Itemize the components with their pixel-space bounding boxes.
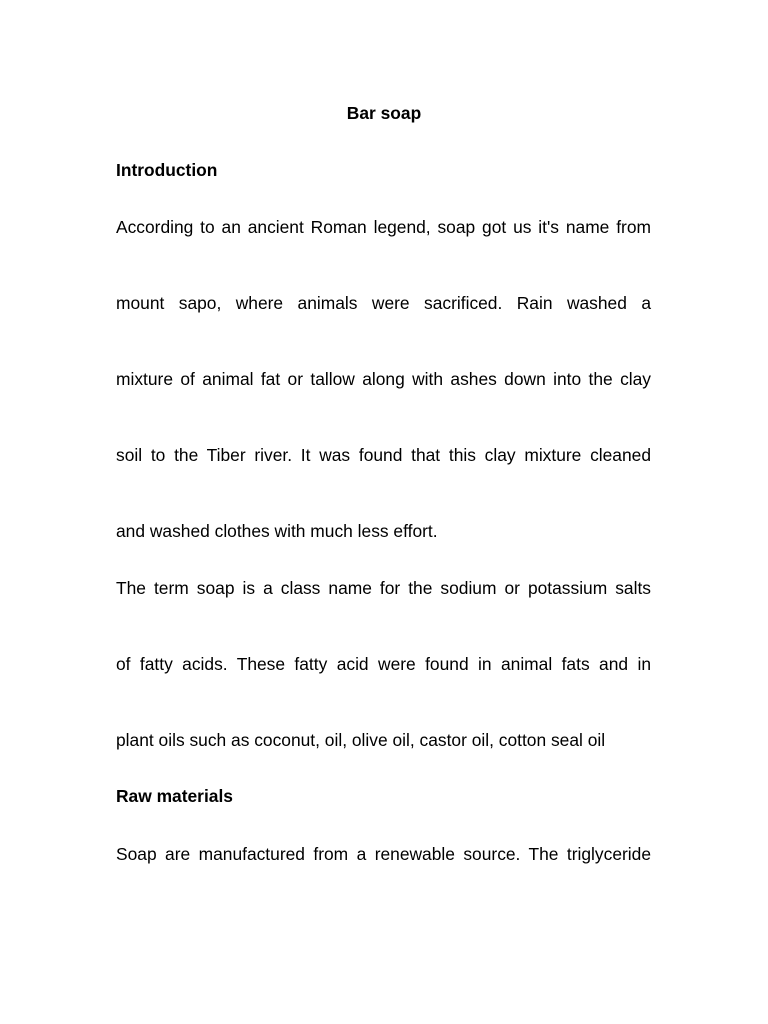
paragraph-line: mount sapo, where animals were sacrificed. Rain washed a — [116, 293, 651, 313]
paragraph-line: plant oils such as coconut, oil, olive oil, castor oil, cotton seal oil — [116, 730, 606, 750]
paragraph-line: soil to the Tiber river. It was found that this clay mixture cleaned — [116, 445, 651, 465]
paragraph-line: and washed clothes with much less effort. — [116, 521, 438, 541]
document-title: Bar soap — [346, 103, 422, 123]
paragraph-line: mixture of animal fat or tallow along with ashes down into the clay — [116, 369, 651, 389]
section-heading-introduction: Introduction — [116, 160, 218, 180]
paragraph-line: of fatty acids. These fatty acid were found in animal fats and in — [116, 654, 651, 674]
paragraph-line: Soap are manufactured from a renewable source. The triglyceride — [116, 844, 651, 864]
section-heading-raw-materials: Raw materials — [116, 786, 233, 806]
paragraph-line: According to an ancient Roman legend, soap got us it's name from — [116, 217, 651, 237]
paragraph-line: The term soap is a class name for the sodium or potassium salts — [116, 578, 651, 598]
